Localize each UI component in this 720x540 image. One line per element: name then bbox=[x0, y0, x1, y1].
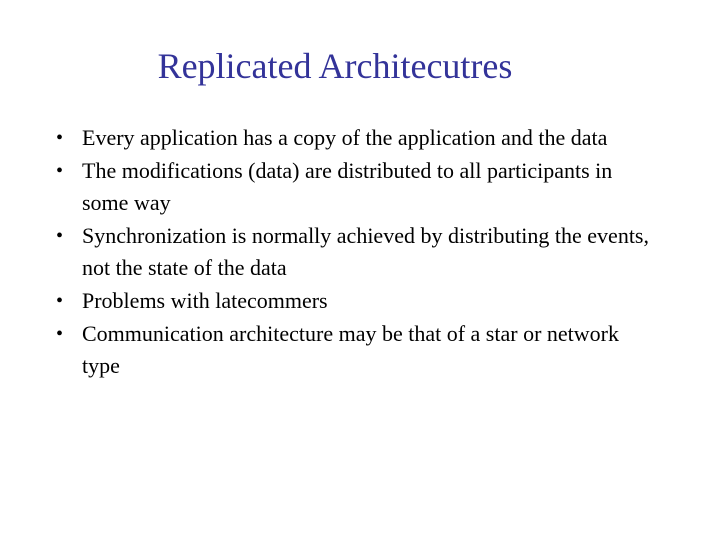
bullet-text: Communication architecture may be that of a star or network type bbox=[82, 321, 619, 378]
bullet-item bbox=[52, 318, 652, 382]
bullet-text: The modifications (data) are distributed to all participants in some way bbox=[82, 158, 613, 215]
bullet-item bbox=[52, 122, 652, 154]
bullet-item bbox=[52, 220, 652, 284]
bullet-item bbox=[52, 285, 652, 317]
bullet-icon: • bbox=[56, 290, 64, 312]
bullet-icon: • bbox=[56, 323, 64, 345]
bullet-icon: • bbox=[56, 127, 64, 149]
bullet-item bbox=[52, 155, 652, 219]
bullet-text: Every application has a copy of the application and the data bbox=[82, 125, 608, 150]
bullet-text: Problems with latecommers bbox=[82, 288, 328, 313]
bullet-text: Synchronization is normally achieved by distributing the events, not the state of the data bbox=[82, 223, 649, 280]
bullet-icon: • bbox=[56, 160, 64, 182]
bullet-list bbox=[52, 122, 652, 383]
slide-title: Replicated Architecutres bbox=[157, 46, 513, 86]
bullet-icon: • bbox=[56, 225, 64, 247]
